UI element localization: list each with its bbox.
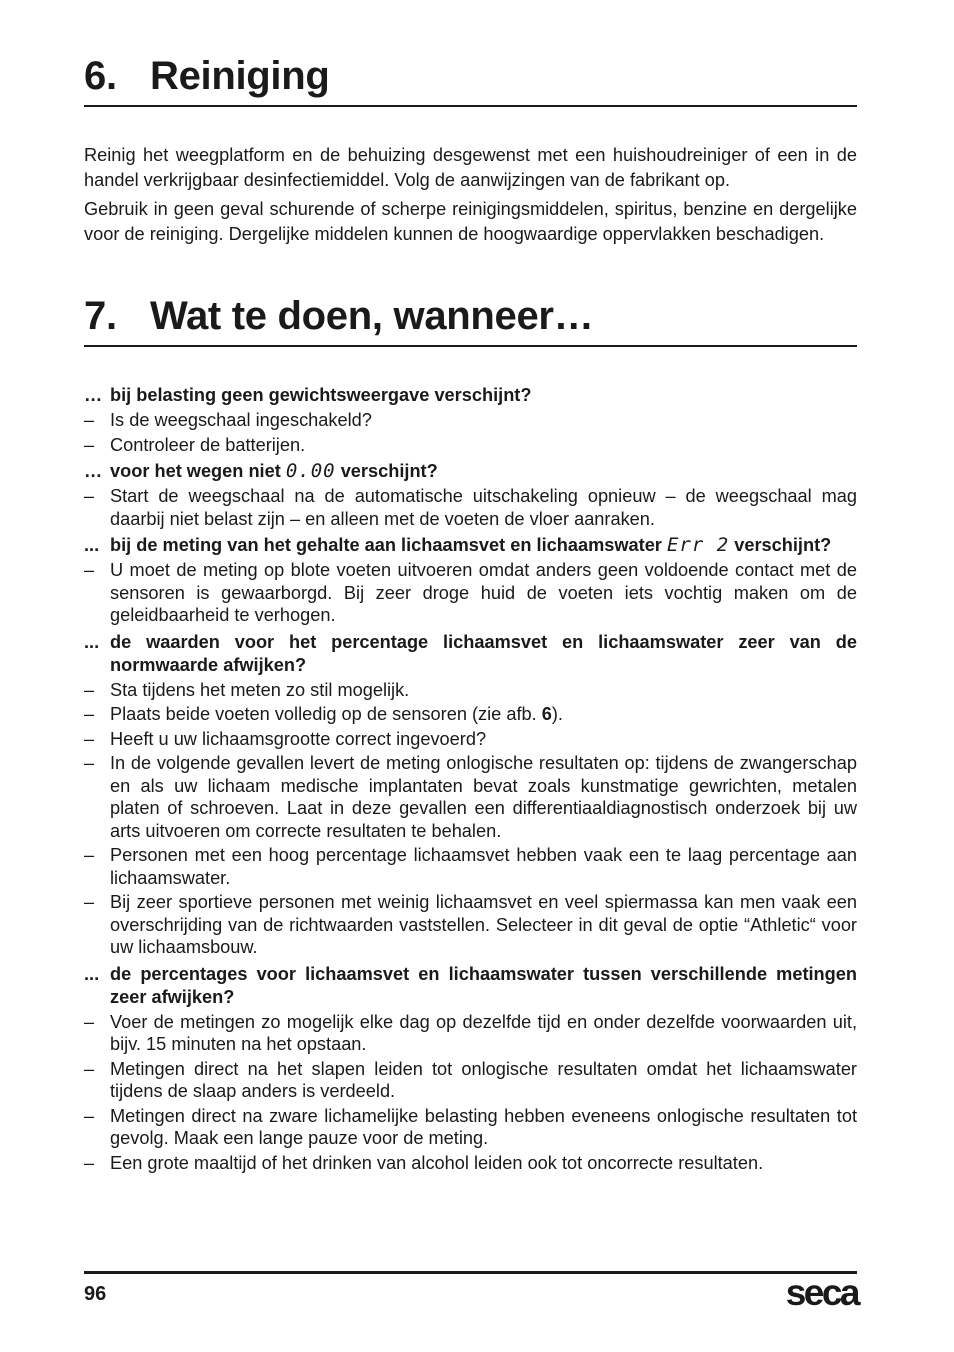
question-heading	[84, 384, 857, 407]
seca-logo: seca	[785, 1272, 858, 1313]
question-lead: ...	[84, 535, 100, 555]
page-number: 96	[84, 1283, 107, 1305]
question-text: de percentages voor lichaamsvet en lichaamswater tussen verschillende metingen zeer afwijken?	[110, 963, 857, 1007]
lcd-display-value: 0.00	[285, 460, 336, 482]
section-7-number: 7.	[84, 294, 117, 338]
question-heading	[84, 631, 857, 677]
lcd-display-value: Err 2	[666, 534, 730, 556]
dash-bullet: –	[84, 679, 95, 700]
section-7-heading	[84, 294, 857, 347]
dash-bullet: –	[84, 486, 95, 506]
question-text: bij de meting van het gehalte aan lichaamsvet en lichaamswater Err 2 verschijnt?	[110, 534, 832, 556]
dash-bullet: –	[84, 1152, 95, 1173]
list-item: – Sta tijdens het meten zo stil mogelijk.	[84, 679, 410, 700]
figure-reference: 6	[541, 704, 552, 724]
dash-bullet: –	[84, 560, 95, 580]
question-lead: ...	[84, 631, 100, 652]
list-item: – Heeft u uw lichaamsgrootte correct ingevoerd?	[84, 728, 487, 749]
list-item: – In de volgende gevallen levert de meting onlogische resultaten op: tijdens de zwangerschap en als uw lichaam medische implantaten bevat zoals kunstmatige gewrichten, metalen platen of schroeven. Laat in deze gevallen een differentiaaldiagnostisch onderzoek bij uw arts uitvoeren om correcte resultaten te behalen.	[84, 753, 857, 841]
section-6-number: 6.	[84, 54, 117, 98]
dash-bullet: –	[84, 1058, 95, 1079]
list-item: – Voer de metingen zo mogelijk elke dag op dezelfde tijd en onder dezelfde voorwaarden uit, bijv. 15 minuten na het opstaan.	[84, 1011, 857, 1054]
dash-bullet: –	[84, 892, 95, 912]
troubleshooting-list	[84, 380, 857, 1176]
paragraph: Reinig het weegplatform en de behuizing desgewenst met een huishoudreiniger of een in de handel verkrijgbaar desinfectiemiddel. Volg de aanwijzingen van de fabrikant op.	[84, 145, 857, 190]
question-text: voor het wegen niet 0.00 verschijnt?	[110, 460, 438, 482]
dash-bullet: –	[84, 728, 95, 749]
question-text: de waarden voor het percentage lichaamsvet en lichaamswater zeer van de normwaarde afwijken?	[110, 631, 857, 675]
list-item: – Metingen direct na zware lichamelijke belasting hebben eveneens onlogische resultaten tot gevolg. Maak een lange pauze voor de meting.	[84, 1105, 857, 1148]
section-6-body	[84, 143, 857, 251]
question-heading	[84, 460, 857, 483]
list-item: – Start de weegschaal na de automatische uitschakeling opnieuw – de weegschaal mag daarbij niet belast zijn – en alleen met de voeten de vloer aanraken.	[84, 486, 857, 529]
list-item: – Een grote maaltijd of het drinken van alcohol leiden ook tot oncorrecte resultaten.	[84, 1152, 764, 1173]
list-item: – Metingen direct na het slapen leiden tot onlogische resultaten omdat het lichaamswater tijdens de slaap anders is verdeeld.	[84, 1058, 857, 1101]
question-lead: …	[84, 461, 103, 481]
question-text: bij belasting geen gewichtsweergave verschijnt?	[110, 385, 532, 405]
footer-divider	[84, 1271, 857, 1274]
section-6-title: Reiniging	[150, 54, 330, 98]
dash-bullet: –	[84, 1105, 95, 1126]
dash-bullet: –	[84, 410, 95, 430]
dash-bullet: –	[84, 1011, 95, 1032]
question-heading	[84, 963, 857, 1009]
section-7-title: Wat te doen, wanneer…	[150, 294, 594, 338]
dash-bullet: –	[84, 434, 95, 455]
list-item: – Plaats beide voeten volledig op de sensoren (zie afb. 6).	[84, 704, 563, 724]
list-item: – Controleer de batterijen.	[84, 434, 306, 455]
list-item: – Bij zeer sportieve personen met weinig lichaamsvet en veel spiermassa kan men vaak een overschrijding van de richtwaarden vaststellen. Selecteer in dit geval de optie “Athletic“ voor uw lichaamsbouw.	[84, 892, 857, 957]
paragraph: Gebruik in geen geval schurende of scherpe reinigingsmiddelen, spiritus, benzine en dergelijke voor de reiniging. Dergelijke middelen kunnen de hoogwaardige oppervlakken beschadigen.	[84, 199, 857, 244]
list-item: – Is de weegschaal ingeschakeld?	[84, 410, 372, 430]
dash-bullet: –	[84, 704, 95, 724]
question-lead: ...	[84, 963, 100, 984]
question-lead: …	[84, 385, 103, 405]
dash-bullet: –	[84, 753, 95, 773]
list-item: – Personen met een hoog percentage lichaamsvet hebben vaak een te laag percentage aan lichaamswater.	[84, 845, 857, 888]
dash-bullet: –	[84, 845, 95, 865]
section-6-heading	[84, 54, 857, 107]
list-item: – U moet de meting op blote voeten uitvoeren omdat anders geen voldoende contact met de sensoren is gewaarborgd. Bij zeer droge huid de voeten iets vochtig maken om de geleidbaarheid te verhogen.	[84, 560, 857, 625]
question-heading	[84, 534, 857, 557]
